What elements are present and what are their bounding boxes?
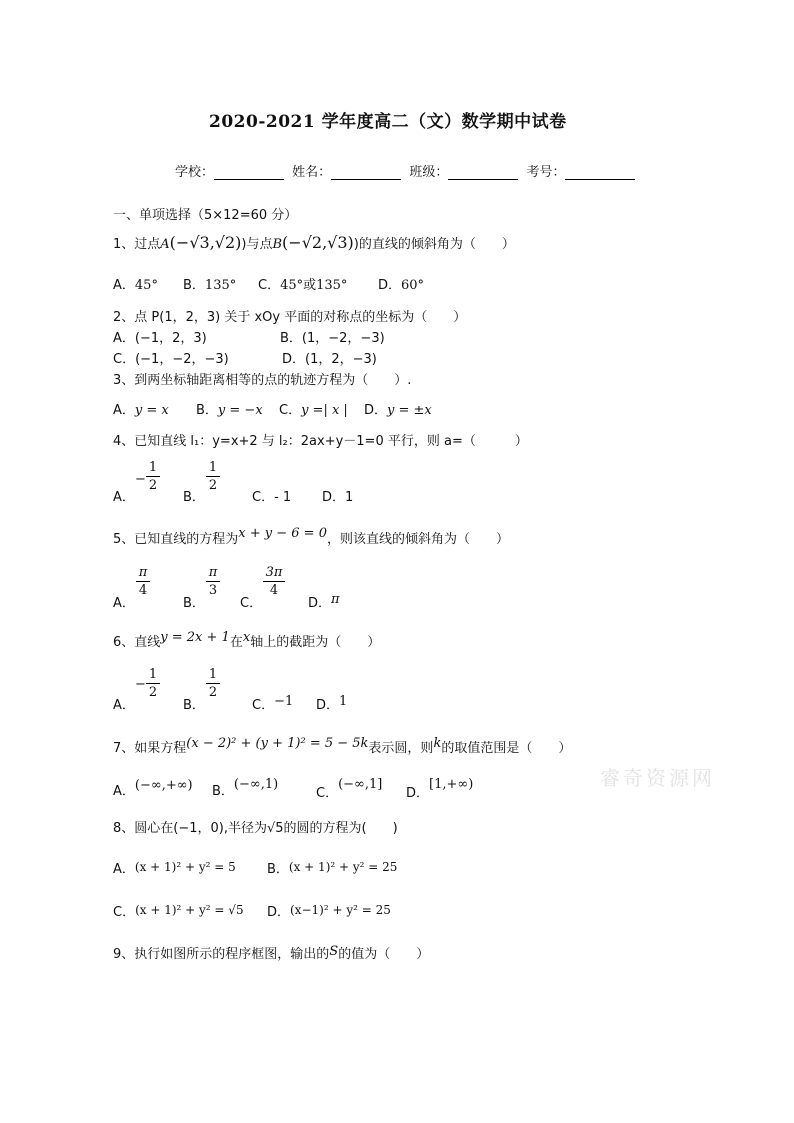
q3-option-b-label: B． [196, 403, 218, 418]
q7-option-c-label: C． [316, 786, 339, 801]
q1-option-a-value: 45° [134, 278, 158, 293]
q3-option-d-label: D． [364, 403, 388, 418]
q5-option-b-fraction [206, 565, 220, 598]
q8-option-b-value: (x + 1)² + y² = 25 [288, 860, 398, 874]
q7-option-b[interactable] [212, 777, 279, 799]
q5-option-d[interactable] [308, 592, 340, 611]
q1-stem [113, 233, 515, 252]
q4-option-a[interactable]: A． [113, 490, 135, 505]
q1-option-d-label: D． [378, 278, 402, 293]
q3-option-a[interactable] [113, 399, 169, 418]
q5-equation: x + y − 6 = 0 [238, 526, 327, 541]
q9-variable: S [329, 944, 339, 959]
q3-option-b-value: y = −x [217, 403, 263, 418]
q8-option-d-value: (x−1)² + y² = 25 [290, 903, 391, 917]
q6-variable: x [242, 630, 251, 645]
q7-option-b-value: (−∞,1) [233, 777, 279, 792]
q8-option-b[interactable] [267, 858, 397, 877]
q1-option-b-value: 135° [204, 278, 237, 293]
q8-option-c[interactable] [113, 901, 244, 920]
q7-option-a[interactable] [113, 780, 193, 799]
student-info-row [175, 161, 639, 180]
q7-option-d[interactable] [406, 777, 474, 801]
q3-option-a-label: A． [113, 403, 135, 418]
name-label: 姓名： [292, 165, 332, 180]
q4-option-d[interactable]: D．1 [322, 490, 354, 505]
q1-option-d[interactable] [378, 274, 424, 293]
q5-option-c-denominator: 4 [269, 583, 279, 598]
q4-option-b-fraction [206, 460, 220, 493]
q6-option-a-numerator: 1 [148, 667, 158, 682]
q6-option-c-value: −1 [274, 694, 294, 709]
q7-option-b-label: B． [212, 784, 234, 799]
q3-option-a-value: y = x [134, 403, 169, 418]
q7-stem-text-2: 表示圆，则 [368, 741, 434, 756]
q5-option-d-value: π [331, 592, 340, 607]
q1-option-c-label: C． [258, 278, 281, 293]
q4-option-b-numerator: 1 [208, 460, 218, 475]
q3-option-c[interactable] [279, 399, 348, 418]
q1-option-c-value: 45°或135° [280, 278, 348, 293]
q6-option-a-sign: − [135, 677, 146, 692]
q6-option-b-fraction [206, 667, 220, 700]
q2-option-d[interactable]: D．(1，2，−3) [282, 352, 377, 367]
q1-option-a-label: A． [113, 278, 135, 293]
q8-stem: 8、圆心在(−1，0),半径为√5的圆的方程为( ) [113, 821, 398, 836]
q6-option-d[interactable] [316, 694, 347, 713]
q6-option-c-label: C． [252, 698, 275, 713]
q5-option-c-numerator: 3π [265, 565, 283, 580]
q8-option-a-value: (x + 1)² + y² = 5 [134, 860, 236, 874]
q8-option-a[interactable] [113, 858, 236, 877]
q2-option-c[interactable]: C．(−1，−2，−3) [113, 352, 229, 367]
q6-option-a-fraction [146, 667, 160, 700]
class-field[interactable] [448, 165, 518, 180]
q8-option-c-value: (x + 1)² + y² = √5 [135, 903, 244, 917]
q8-option-a-label: A． [113, 862, 135, 877]
q1-option-a[interactable] [113, 274, 158, 293]
watermark: 睿奇资源网 [600, 766, 715, 790]
q8-option-d-label: D． [267, 905, 291, 920]
q5-option-a[interactable]: A． [113, 596, 135, 611]
q3-option-c-value: y =| x | [301, 403, 348, 418]
q6-option-d-label: D． [316, 698, 340, 713]
q5-option-a-fraction [136, 565, 150, 598]
q7-option-c[interactable] [316, 777, 383, 801]
q8-option-c-label: C． [113, 905, 136, 920]
q4-option-c[interactable]: C．- 1 [252, 490, 292, 505]
school-field[interactable] [214, 165, 284, 180]
q6-stem [113, 631, 380, 650]
q5-option-b-denominator: 3 [208, 583, 218, 598]
q5-option-a-denominator: 4 [138, 583, 148, 598]
q6-stem-text: 6、直线 [113, 635, 161, 650]
q7-option-d-value: [1,+∞) [429, 777, 474, 792]
q2-stem: 2、点 P(1，2，3) 关于 xOy 平面的对称点的坐标为（ ） [113, 310, 467, 325]
q6-equation: y = 2x + 1 [160, 630, 230, 645]
q5-stem [113, 528, 509, 547]
q7-stem-text: 7、如果方程 [113, 741, 187, 756]
q1-option-b-label: B． [183, 278, 205, 293]
q7-option-a-value: (−∞,+∞) [134, 778, 193, 793]
q4-option-b-denominator: 2 [208, 478, 218, 493]
q6-option-a-denominator: 2 [148, 685, 158, 700]
q9-stem-text: 9、执行如图所示的程序框图，输出的 [113, 947, 330, 962]
q1-stem-text-2: )与点 [241, 237, 273, 252]
q5-option-c-fraction [263, 565, 285, 598]
q1-point-a-coords: (−√3,√2) [169, 233, 242, 252]
q5-option-d-label: D． [308, 596, 332, 611]
q1-stem-text: 1、过点 [113, 237, 161, 252]
q6-option-d-value: 1 [339, 694, 348, 709]
q5-option-c[interactable]: C． [240, 596, 263, 611]
q6-option-a[interactable]: A． [113, 698, 135, 713]
q7-stem-text-3: 的取值范围是（ ） [441, 741, 572, 756]
q5-option-a-numerator: π [138, 565, 148, 580]
section-heading: 一、单项选择（5×12=60 分） [113, 208, 298, 223]
q5-stem-text: 5、已知直线的方程为 [113, 532, 239, 547]
q8-option-d[interactable] [267, 901, 391, 920]
q2-option-b[interactable]: B．(1，−2，−3) [280, 331, 385, 346]
q3-option-b[interactable] [196, 399, 263, 418]
q6-option-b-numerator: 1 [208, 667, 218, 682]
q6-option-b-denominator: 2 [208, 685, 218, 700]
school-label: 学校： [175, 165, 215, 180]
q2-option-a[interactable]: A．(−1，2，3) [113, 331, 207, 346]
q1-point-a: A [160, 237, 170, 252]
q7-option-a-label: A． [113, 784, 135, 799]
q4-option-a-denominator: 2 [148, 478, 158, 493]
q4-stem: 4、已知直线 l₁：y=x+2 与 l₂：2ax+y－1=0 平行，则 a=（ ） [113, 434, 528, 449]
q9-stem-text-2: 的值为（ ） [338, 947, 430, 962]
q4-option-a-sign: − [135, 472, 146, 487]
q4-option-a-numerator: 1 [148, 460, 158, 475]
exam-no-label: 考号： [526, 165, 566, 180]
q3-option-d-value: y = ±x [387, 403, 432, 418]
q7-variable: k [433, 736, 442, 751]
q1-option-d-value: 60° [401, 278, 425, 293]
q7-option-c-value: (−∞,1] [338, 777, 383, 792]
q8-option-b-label: B． [267, 862, 289, 877]
q6-option-c[interactable] [252, 694, 293, 713]
q3-option-c-label: C． [279, 403, 302, 418]
exam-no-field[interactable] [565, 165, 635, 180]
q4-option-b[interactable]: B． [183, 490, 205, 505]
q5-stem-text-2: ，则该直线的倾斜角为（ ） [326, 532, 509, 547]
q7-stem [113, 737, 571, 756]
q6-stem-text-3: 轴上的截距为（ ） [250, 635, 381, 650]
q5-option-b[interactable]: B． [183, 596, 205, 611]
q3-option-d[interactable] [364, 399, 432, 418]
q1-point-b-coords: (−√2,√3) [282, 233, 354, 252]
q1-stem-text-3: )的直线的倾斜角为（ ） [353, 237, 515, 252]
page-title: 2020-2021 学年度高二（文）数学期中试卷 [209, 112, 567, 132]
q7-equation: (x − 2)² + (y + 1)² = 5 − 5k [186, 736, 369, 751]
q6-option-b[interactable]: B． [183, 698, 205, 713]
q1-point-b: B [272, 237, 283, 252]
name-field[interactable] [331, 165, 401, 180]
q6-stem-text-2: 在 [229, 635, 243, 650]
q9-stem [113, 943, 429, 962]
q5-option-b-numerator: π [208, 565, 218, 580]
q1-option-c[interactable] [258, 274, 347, 293]
q1-option-b[interactable] [183, 274, 236, 293]
q7-option-d-label: D． [406, 786, 430, 801]
q4-option-a-fraction [146, 460, 160, 493]
q3-stem: 3、到两坐标轴距离相等的点的轨迹方程为（ ）. [113, 373, 412, 388]
class-label: 班级： [409, 165, 449, 180]
